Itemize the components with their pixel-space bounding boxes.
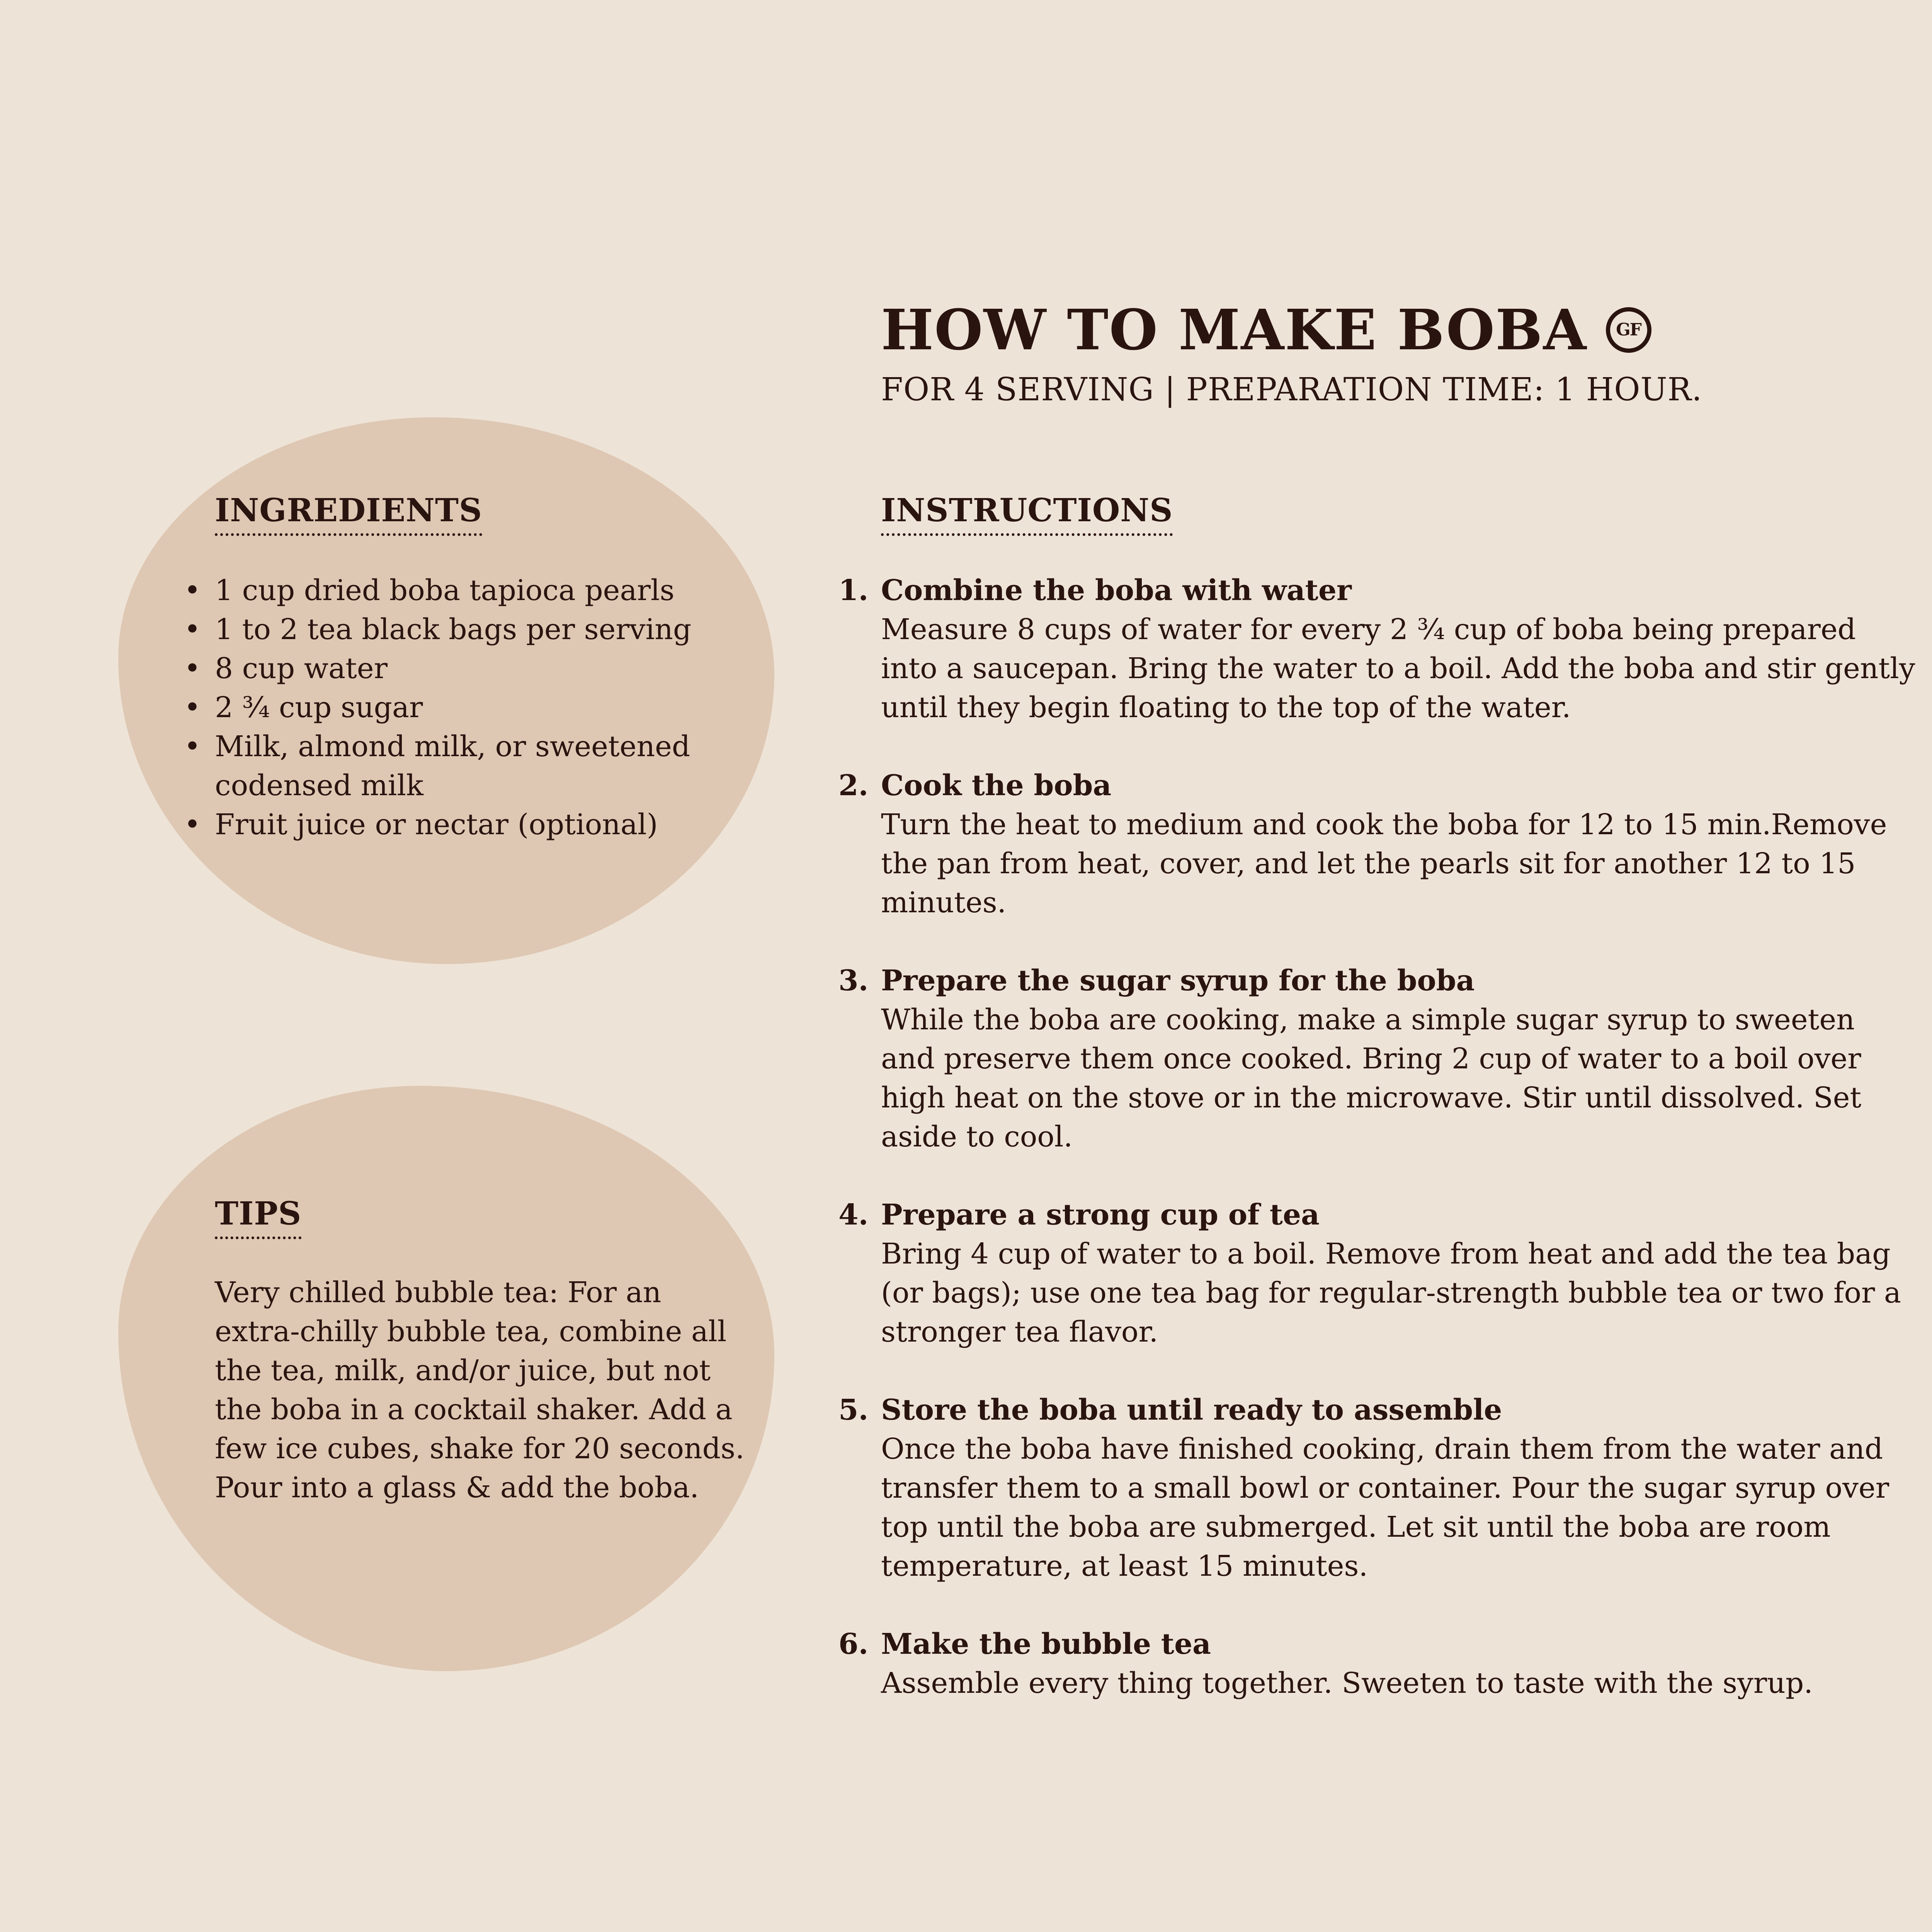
ingredient-item: • Fruit juice or nectar (optional) [215, 805, 760, 844]
step-title: Cook the boba [881, 769, 1112, 802]
tips-heading: TIPS [215, 1198, 301, 1239]
ingredient-item: • 1 to 2 tea black bags per serving [215, 610, 760, 649]
instruction-step [838, 1625, 1917, 1703]
instructions-heading: INSTRUCTIONS [881, 495, 1173, 536]
instruction-step [838, 571, 1917, 727]
instruction-step [838, 961, 1917, 1156]
gluten-free-icon: GF [1606, 307, 1651, 353]
ingredient-item: • 1 cup dried boba tapioca pearls [215, 571, 760, 610]
step-title: Prepare a strong cup of tea [881, 1198, 1320, 1231]
instructions-list [838, 571, 1917, 1742]
step-body: Turn the heat to medium and cook the boba for 12 to 15 min.Remove the pan from heat, cover, and let the pearls sit for another 12 to 15 minutes. [881, 808, 1887, 919]
tips-text: Very chilled bubble tea: For an extra-chilly bubble tea, combine all the tea, milk, and/or juice, but not the boba in a cocktail shaker. Add a few ice cubes, shake for 20 seconds. Pour into a glass & add the boba. [215, 1276, 745, 1504]
step-title: Make the bubble tea [881, 1628, 1211, 1661]
step-title: Combine the boba with water [881, 574, 1352, 607]
page-title-text: HOW TO MAKE BOBA [881, 297, 1587, 362]
ingredients-heading: INGREDIENTS [215, 495, 482, 536]
step-title: Store the boba until ready to assemble [881, 1393, 1502, 1427]
ingredient-item: • 8 cup water [215, 649, 760, 688]
ingredient-item: • Milk, almond milk, or sweetened codensed milk [215, 727, 760, 805]
step-title: Prepare the sugar syrup for the boba [881, 964, 1475, 997]
page-title [881, 297, 1651, 362]
instruction-step [838, 1196, 1917, 1352]
ingredients-list [215, 571, 760, 844]
step-body: Once the boba have finished cooking, drain them from the water and transfer them to a small bowl or container. Pour the sugar syrup over top until the boba are submerged. Let sit until the boba are room temperature, at least 15 minutes. [881, 1432, 1889, 1583]
step-number: 4. [838, 1198, 869, 1231]
step-number: 5. [838, 1393, 869, 1427]
step-number: 6. [838, 1628, 869, 1661]
ingredient-item: • 2 ¾ cup sugar [215, 688, 760, 727]
instruction-step [838, 1391, 1917, 1586]
step-number: 1. [838, 574, 869, 607]
step-number: 2. [838, 769, 869, 802]
step-body: Assemble every thing together. Sweeten to taste with the syrup. [881, 1667, 1813, 1700]
instruction-step [838, 766, 1917, 922]
step-body: While the boba are cooking, make a simple sugar syrup to sweeten and preserve them once cooked. Bring 2 cup of water to a boil over high heat on the stove or in the microwave. Stir until dissolved. Set aside to cool. [881, 1003, 1862, 1153]
page-subtitle: FOR 4 SERVING | PREPARATION TIME: 1 HOUR. [881, 371, 1702, 408]
step-body: Bring 4 cup of water to a boil. Remove from heat and add the tea bag (or bags); use one tea bag for regular-strength bubble tea or two for a stronger tea flavor. [881, 1237, 1901, 1349]
step-number: 3. [838, 964, 869, 997]
step-body: Measure 8 cups of water for every 2 ¾ cup of boba being prepared into a saucepan. Bring the water to a boil. Add the boba and stir gently until they begin floating to the top of the water. [881, 613, 1915, 724]
